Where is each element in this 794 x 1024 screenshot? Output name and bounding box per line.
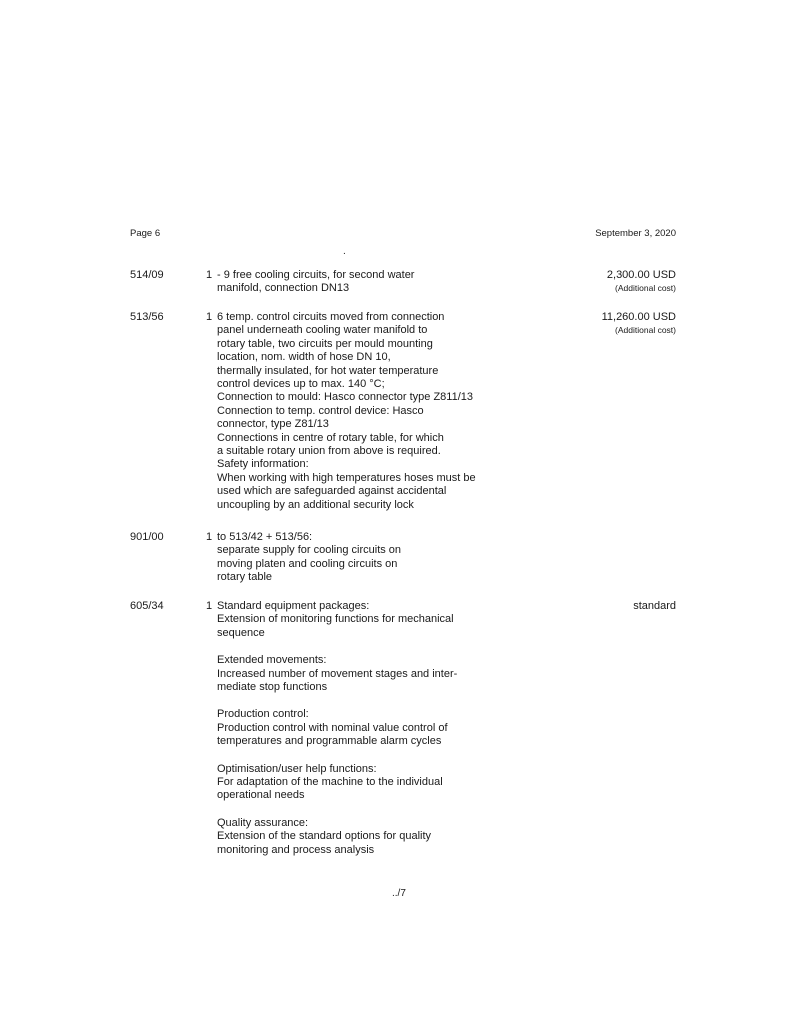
description-paragraph bbox=[217, 708, 507, 748]
description-line: connector, type Z81/13 bbox=[217, 418, 329, 431]
description-line: moving platen and cooling circuits on bbox=[217, 557, 398, 570]
description-line: to 513/42 + 513/56: bbox=[217, 531, 313, 543]
item-description bbox=[217, 311, 507, 512]
price-amount: 2,300.00 USD bbox=[606, 269, 676, 281]
price-amount: 11,260.00 USD bbox=[601, 311, 676, 323]
description-line: Connection to temp. control device: Hasco bbox=[217, 404, 424, 417]
description-line: panel underneath cooling water manifold to bbox=[217, 324, 428, 337]
page-number: Page 6 bbox=[130, 228, 161, 239]
item-quantity: 1 bbox=[206, 269, 213, 281]
description-line: control devices up to max. 140 °C; bbox=[217, 378, 385, 391]
description-line: manifold, connection DN13 bbox=[217, 282, 350, 295]
description-line: rotary table, two circuits per mould mounting bbox=[217, 337, 433, 350]
description-line: When working with high temperatures hoses must be bbox=[217, 471, 476, 484]
item-code: 514/09 bbox=[130, 269, 164, 281]
description-line: Safety information: bbox=[217, 458, 309, 471]
item-price bbox=[607, 269, 676, 294]
paragraph-heading: Optimisation/user help functions: bbox=[217, 762, 377, 775]
item-code: 513/56 bbox=[130, 311, 164, 323]
item-description bbox=[217, 531, 507, 585]
description-line: Connections in centre of rotary table, for which bbox=[217, 431, 444, 444]
item-code: 605/34 bbox=[130, 600, 164, 612]
item-price bbox=[633, 600, 676, 613]
item-code: 901/00 bbox=[130, 531, 164, 543]
price-note: (Additional cost) bbox=[615, 283, 676, 294]
description-line: Extension of the standard options for quality bbox=[217, 830, 432, 843]
description-line: temperatures and programmable alarm cycles bbox=[217, 735, 442, 748]
document-date: September 3, 2020 bbox=[595, 228, 676, 239]
description-line: - 9 free cooling circuits, for second water bbox=[217, 269, 415, 281]
item-quantity: 1 bbox=[206, 531, 213, 543]
item-price bbox=[602, 311, 676, 336]
paragraph-heading: Standard equipment packages: bbox=[217, 600, 370, 612]
description-line: sequence bbox=[217, 626, 265, 639]
description-line: location, nom. width of hose DN 10, bbox=[217, 351, 391, 364]
price-amount: standard bbox=[633, 600, 676, 612]
description-line: mediate stop functions bbox=[217, 681, 328, 694]
description-line: separate supply for cooling circuits on bbox=[217, 544, 402, 557]
stray-mark: . bbox=[343, 246, 346, 257]
description-line: rotary table bbox=[217, 571, 273, 584]
description-line: operational needs bbox=[217, 789, 305, 802]
description-line: Increased number of movement stages and inter- bbox=[217, 667, 458, 680]
item-quantity: 1 bbox=[206, 311, 213, 323]
description-line: Extension of monitoring functions for mechanical bbox=[217, 613, 454, 626]
price-note: (Additional cost) bbox=[615, 325, 676, 336]
description-line: uncoupling by an additional security lock bbox=[217, 498, 414, 511]
description-paragraph bbox=[217, 763, 507, 803]
description-line: thermally insulated, for hot water temperature bbox=[217, 364, 439, 377]
description-line: Connection to mould: Hasco connector type Z811/13 bbox=[217, 391, 474, 404]
item-quantity: 1 bbox=[206, 600, 213, 612]
description-line: For adaptation of the machine to the individual bbox=[217, 776, 443, 789]
continuation-marker: ../7 bbox=[392, 888, 406, 899]
paragraph-heading: Quality assurance: bbox=[217, 816, 309, 829]
item-description bbox=[217, 269, 507, 296]
description-line: used which are safeguarded against accidental bbox=[217, 485, 447, 498]
description-line: monitoring and process analysis bbox=[217, 843, 375, 856]
description-line: Production control with nominal value control of bbox=[217, 721, 448, 734]
description-paragraph bbox=[217, 654, 507, 694]
description-paragraph bbox=[217, 600, 507, 640]
paragraph-heading: Extended movements: bbox=[217, 654, 327, 667]
item-description bbox=[217, 600, 507, 857]
description-line: 6 temp. control circuits moved from connection bbox=[217, 311, 445, 323]
description-line: a suitable rotary union from above is required. bbox=[217, 445, 441, 458]
description-paragraph bbox=[217, 817, 507, 857]
paragraph-heading: Production control: bbox=[217, 708, 309, 721]
